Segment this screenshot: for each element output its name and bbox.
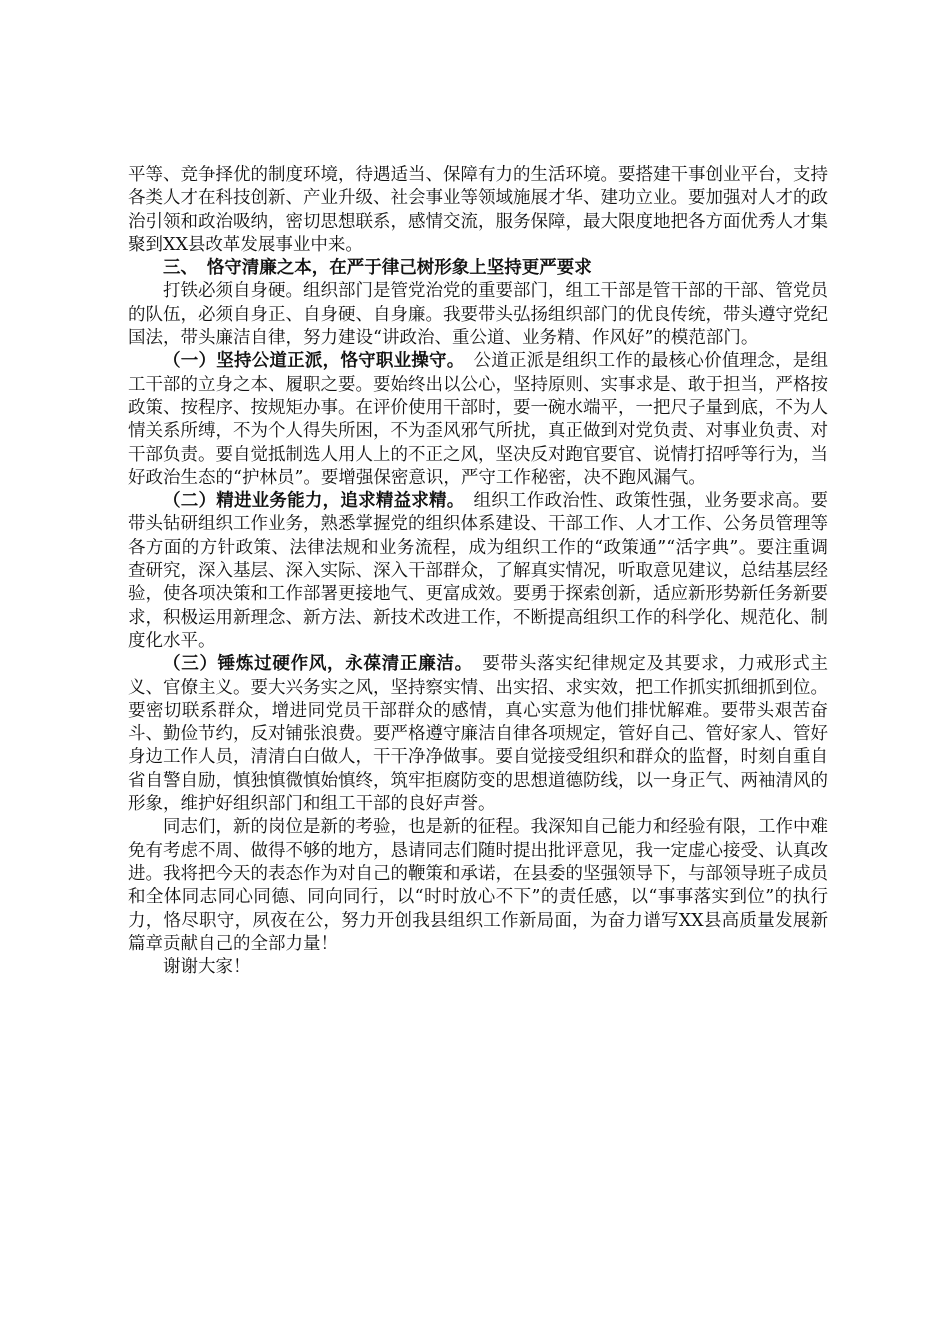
subsection-one <box>128 350 828 490</box>
thanks-line: 谢谢大家！ <box>163 957 251 978</box>
subsection-three-heading: （三）锤炼过硬作风，永葆清正廉洁。 <box>163 654 465 675</box>
intro-paragraph: 平等、竞争择优的制度环境，待遇适当、保障有力的生活环境。要搭建干事创业平台，支持各类人才在科技创新、产业升级、社会事业等领域施展才华、建功立业。要加强对人才的政治引领和政治吸纳，密切思想联系，感情交流，服务保障，最大限度地把各方面优秀人才集聚到XX县改革发展事业中来。 <box>128 165 828 255</box>
section-intro-paragraph: 打铁必须自身硬。组织部门是管党治党的重要部门，组工干部是管干部的干部、管党员的队伍，必须自身正、自身硬、自身廉。我要带头弘扬组织部门的优良传统，带头遵守党纪国法，带头廉洁自律，努力建设“讲政治、重公道、业务精、作风好”的模范部门。 <box>128 281 828 349</box>
subsection-one-heading: （一）坚持公道正派，恪守职业操守。 <box>163 351 456 372</box>
subsection-three-body: 要带头落实纪律规定及其要求，力戒形式主义、官僚主义。要大兴务实之风，坚持察实情、出实招、求实效，把工作抓实抓细抓到位。要密切联系群众，增进同党员干部群众的感情，真心实意为他们排忧解难。要带头艰苦奋斗、勤俭节约，反对铺张浪费。要严格遵守廉洁自律各项规定，管好自己、管好家人、管好身边工作人员，清清白白做人，干干净净做事。要自觉接受组织和群众的监督，时刻自重自省自警自励，慎独慎微慎始慎终，筑牢拒腐防变的思想道德防线，以一身正气、两袖清风的形象，维护好组织部门和组工干部的良好声誉。 <box>128 654 829 815</box>
subsection-one-body: 公道正派是组织工作的最核心价值理念，是组工干部的立身之本、履职之要。要始终出以公心，坚持原则、实事求是、敢于担当，严格按政策、按程序、按规矩办事。在评价使用干部时，要一碗水端平，一把尺子量到底，不为人情关系所缚，不为个人得失所困，不为歪风邪气所扰，真正做到对党负责、对事业负责、对干部负责。要自觉抵制选人用人上的不正之风，坚决反对跑官要官、说情打招呼等行为，当好政治生态的“护林员”。要增强保密意识，严守工作秘密，决不跑风漏气。 <box>128 351 829 488</box>
document-page <box>128 164 828 979</box>
subsection-three <box>128 653 828 816</box>
closing-paragraph: 同志们，新的岗位是新的考验，也是新的征程。我深知自己能力和经验有限，工作中难免有考虑不周、做得不够的地方，恳请同志们随时提出批评意见，我一定虚心接受、认真改进。我将把今天的表态作为对自己的鞭策和承诺，在县委的坚强领导下，与部领导班子成员和全体同志同心同德、同向同行，以“时时放心不下”的责任感，以“事事落实到位”的执行力，恪尽职守，夙夜在公，努力开创我县组织工作新局面，为奋力谱写XX县高质量发展新篇章贡献自己的全部力量！ <box>128 817 828 954</box>
subsection-two-heading: （二）精进业务能力，追求精益求精。 <box>163 491 456 512</box>
subsection-two <box>128 490 828 653</box>
section-heading: 三、 恪守清廉之本，在严于律己树形象上坚持更严要求 <box>163 258 592 279</box>
subsection-two-body: 组织工作政治性、政策性强，业务要求高。要带头钻研组织工作业务，熟悉掌握党的组织体系建设、干部工作、人才工作、公务员管理等各方面的方针政策、法律法规和业务流程，成为组织工作的“政策通”“活字典”。要注重调查研究，深入基层、深入实际、深入干部群众，了解真实情况，听取意见建议，总结基层经验，使各项决策和工作部署更接地气、更富成效。要勇于探索创新，适应新形势新任务新要求，积极运用新理念、新方法、新技术改进工作，不断提高组织工作的科学化、规范化、制度化水平。 <box>128 491 829 651</box>
